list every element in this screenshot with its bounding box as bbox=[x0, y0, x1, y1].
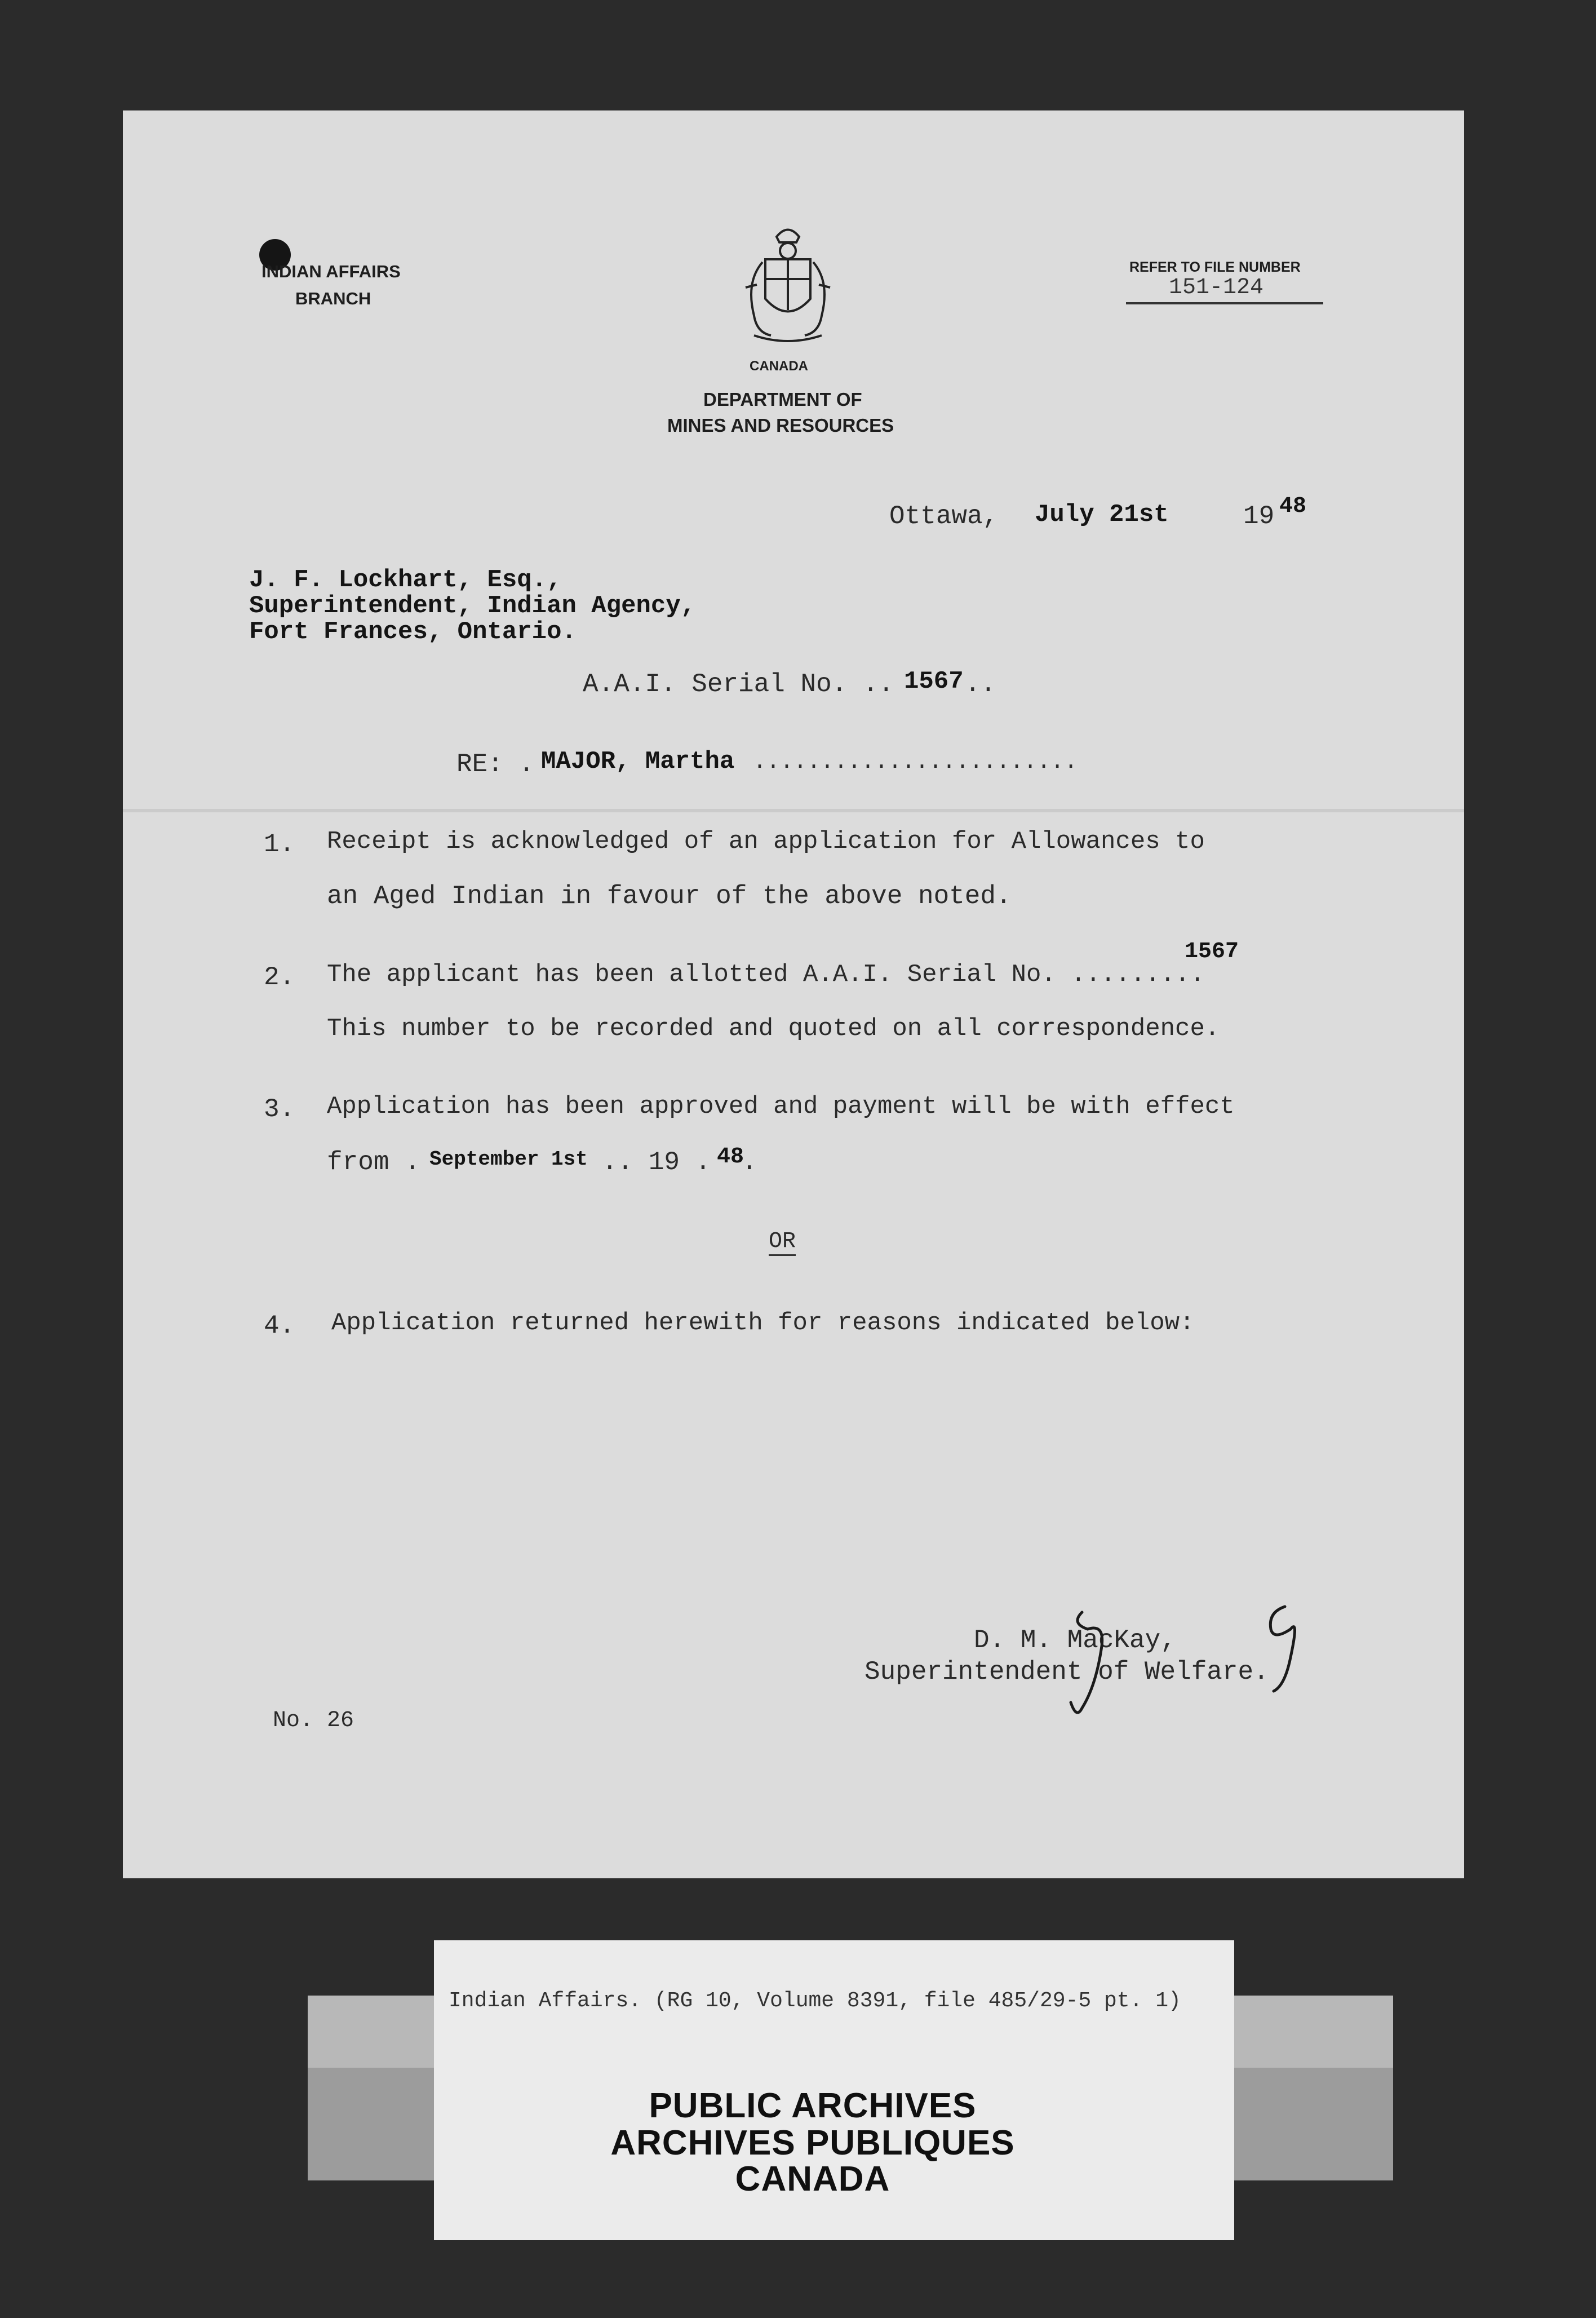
re-value: MAJOR, Martha bbox=[541, 747, 735, 776]
item-1-line-1: Receipt is acknowledged of an application for Allowances to bbox=[327, 828, 1205, 856]
item-3-line-1: Application has been approved and payment will be with effect bbox=[327, 1092, 1235, 1121]
item-3-line-2-end: . bbox=[742, 1148, 757, 1177]
item-2-line-1: The applicant has been allotted A.A.I. Serial No. ......... bbox=[327, 961, 1205, 989]
item-3-number: 3. bbox=[264, 1095, 295, 1124]
branch-line-2: BRANCH bbox=[295, 289, 371, 308]
coat-of-arms-icon bbox=[732, 220, 844, 355]
form-number: No. 26 bbox=[273, 1708, 354, 1733]
re-trail: ........................ bbox=[753, 750, 1078, 775]
item-2-line-2: This number to be recorded and quoted on all correspondence. bbox=[327, 1015, 1220, 1043]
department-line-1: DEPARTMENT OF bbox=[703, 389, 862, 410]
re-label: RE: . bbox=[456, 750, 535, 779]
item-1-number: 1. bbox=[264, 830, 295, 859]
handwritten-initials bbox=[1048, 1590, 1330, 1742]
date-month-day: July 21st bbox=[1035, 501, 1169, 529]
stamp-line-2: ARCHIVES PUBLIQUES bbox=[610, 2124, 1015, 2162]
item-4-line-1: Application returned herewith for reasons indicated below: bbox=[331, 1309, 1195, 1337]
serial-value: 1567 bbox=[904, 667, 964, 696]
item-3-effective-year: 48 bbox=[717, 1144, 744, 1170]
date-year-prefix: 19 bbox=[1243, 502, 1275, 531]
file-reference-number: 151-124 bbox=[1169, 275, 1264, 300]
addressee-line-2: Superintendent, Indian Agency, bbox=[249, 592, 696, 620]
serial-label: A.A.I. Serial No. .. bbox=[583, 670, 894, 699]
stamp-line-1: PUBLIC ARCHIVES bbox=[649, 2086, 977, 2125]
stamp-line-3: CANADA bbox=[735, 2160, 890, 2198]
addressee-line-1: J. F. Lockhart, Esq., bbox=[249, 566, 562, 594]
department-line-2: MINES AND RESOURCES bbox=[667, 415, 894, 436]
paper-fold-line bbox=[123, 809, 1464, 812]
branch-line-1: INDIAN AFFAIRS bbox=[261, 262, 401, 281]
file-reference-label: REFER TO FILE NUMBER bbox=[1129, 259, 1301, 275]
item-2-inserted-serial: 1567 bbox=[1185, 939, 1239, 965]
item-4-number: 4. bbox=[264, 1311, 295, 1341]
signatory-title: Superintendent of Welfare. bbox=[865, 1657, 1269, 1687]
serial-trail: .. bbox=[965, 670, 996, 699]
date-year-suffix: 48 bbox=[1279, 494, 1307, 519]
item-3-effective-date: September 1st bbox=[429, 1148, 588, 1171]
country-label: CANADA bbox=[750, 359, 808, 374]
item-3-line-2-mid: .. 19 . bbox=[602, 1148, 711, 1177]
file-reference-underline bbox=[1126, 302, 1323, 304]
item-3-line-2-prefix: from . bbox=[327, 1148, 420, 1177]
addressee-line-3: Fort Frances, Ontario. bbox=[249, 618, 577, 646]
item-2-number: 2. bbox=[264, 963, 295, 992]
date-city: Ottawa, bbox=[889, 502, 999, 531]
or-separator: OR bbox=[769, 1229, 796, 1256]
signatory-name: D. M. MacKay, bbox=[974, 1626, 1176, 1655]
archive-citation: Indian Affairs. (RG 10, Volume 8391, file 485/29-5 pt. 1) bbox=[449, 1989, 1181, 2013]
item-1-line-2: an Aged Indian in favour of the above noted. bbox=[327, 882, 1012, 911]
